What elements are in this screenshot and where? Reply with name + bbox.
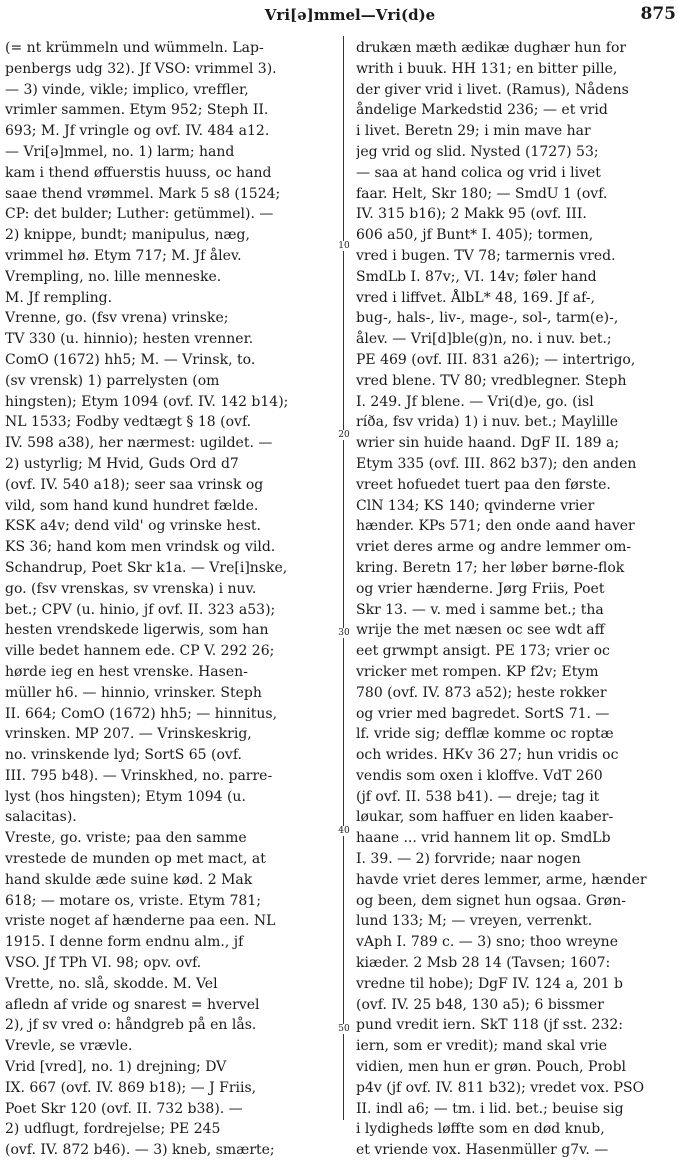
text-line: TV 330 (u. hinnio); hesten vrenner. [5,331,254,348]
text-line: go. (fsv vrenskas, sv vrenska) i nuv. [5,580,257,597]
text-line: — 3) vinde, vikle; implico, vreffler, [5,81,249,98]
text-line: IV. 598 a38), her nærmest: ugildet. — [5,435,273,452]
line-number: 50 [335,1024,353,1034]
text-line: vred i bugen. TV 78; tarmernis vred. [356,247,616,264]
text-line: 618; — motare os, vriste. Etym 781; [5,892,261,909]
text-line: Schandrup, Poet Skr k1a. — Vre[i]nske, [5,559,288,576]
text-line: PE 469 (ovf. III. 831 a26); — intertrigo, [356,351,636,368]
text-line: vAph I. 789 c. — 3) sno; thoo wreyne [356,934,618,951]
text-line: M. Jf rempling. [5,289,113,306]
text-line: et vriende vox. Hasenmüller g7v. — [356,1142,609,1159]
text-line: wrije the met næsen oc see wdt aff [356,622,605,639]
text-line: II. 664; ComO (1672) hh5; — hinnitus, [5,705,278,722]
text-line: afledn af vride og snarest = hvervel [5,996,260,1013]
text-line: 2) ustyrlig; M Hvid, Guds Ord d7 [5,455,239,472]
text-line: saae thend vrømmel. Mark 5 s8 (1524; [5,185,281,202]
text-line: jeg vrid og slid. Nysted (1727) 53; [356,143,599,160]
text-line: vrestede de munden op met mact, at [5,851,266,868]
text-line: p4v (jf ovf. IV. 811 b32); vredet vox. PSO [356,1079,645,1096]
text-line: ålev. — Vri[d]ble(g)n, no. i nuv. bet.; [356,331,612,348]
text-line: 2), jf sv vred o: håndgreb på en lås. [5,1017,257,1034]
text-line: vred blene. TV 80; vredblegner. Steph [356,372,627,389]
text-line: III. 795 b48). — Vrinskhed, no. parre- [5,767,273,784]
text-line: Vreste, go. vriste; paa den samme [5,830,247,847]
text-line: hingsten); Etym 1094 (ovf. IV. 142 b14); [5,393,289,410]
text-line: (ovf. IV. 540 a18); seer saa vrinsk og [5,476,264,493]
text-line: (ovf. IV. 25 b48, 130 a5); 6 bissmer [356,996,604,1013]
line-number: 40 [335,826,353,836]
text-line: lund 133; M; — vreyen, verrenkt. [356,913,593,930]
text-line: no. vrinskende lyd; SortS 65 (ovf. [5,747,242,764]
text-line: 2) udflugt, fordrejelse; PE 245 [5,1121,221,1138]
text-line: II. indl a6; — tm. i lid. bet.; beuise sig [356,1100,624,1117]
text-line: lyst (hos hingsten); Etym 1094 (u. [5,788,246,805]
text-line: og been, dem signet hun ogsaa. Grøn- [356,892,626,909]
text-line: (= nt krümmeln und wümmeln. Lap- [5,40,264,56]
text-line: faar. Helt, Skr 180; — SmdU 1 (ovf. [356,185,608,202]
text-line: havde vriet deres lemmer, arme, hænder [356,871,647,888]
text-line: vriet deres arme og andre lemmer om- [356,539,632,556]
text-line: Vrenne, go. (fsv vrena) vrinske; [5,310,229,327]
text-line: iern, som er vredit); mand skal vrie [356,1038,608,1055]
text-line: — saa at hand colica og vrid i livet [356,164,601,181]
text-line: och wrides. HKv 36 27; hun vridis oc [356,747,619,764]
text-line: eet grwmpt ansigt. PE 173; vrier oc [356,643,610,660]
text-line: vredne til hobe); DgF IV. 124 a, 201 b [356,975,623,992]
text-line: hænder. KPs 571; den onde aand haver [356,518,635,535]
text-line: müller h6. — hinnio, vrinsker. Steph [5,684,262,701]
text-line: åndelige Markedstid 236; — et vrid [356,102,608,119]
text-line: hesten vrendskede ligerwis, som han [5,622,269,639]
text-line: løukar, som haffuer en liden kaaber- [356,809,614,826]
text-line: vrinsken. MP 207. — Vrinskeskrig, [5,726,252,743]
text-line: ComO (1672) hh5; M. — Vrinsk, to. [5,351,256,368]
text-line: Poet Skr 120 (ovf. II. 732 b38). — [5,1100,243,1117]
text-line: (sv vrensk) 1) parrelysten (om [5,372,220,389]
line-number: 20 [335,430,353,440]
text-line: Etym 335 (ovf. III. 862 b37); den anden [356,455,637,472]
text-line: vrimmel hø. Etym 717; M. Jf ålev. [5,247,242,264]
text-line: 606 a50, jf Bunt* I. 405); tormen, [356,227,594,244]
page-number: 875 [640,4,676,24]
text-line: salacitas). [5,809,77,826]
text-line: KS 36; hand kom men vrindsk og vild. [5,539,276,556]
text-line: I. 39. — 2) forvride; naar nogen [356,851,581,868]
text-line: Vrette, no. slå, skodde. M. Vel [5,975,218,992]
text-line: der giver vrid i livet. (Ramus), Nådens [356,81,629,98]
text-line: vred i liffvet. ÅlbL* 48, 169. Jf af-, [356,289,595,306]
page-header [0,0,700,30]
text-line: og vrier med bagredet. SortS 71. — [356,705,610,722]
text-line: SmdLb I. 87v;, VI. 14v; føler hand [356,268,597,285]
text-line: ClN 134; KS 140; qvinderne vrier [356,497,595,514]
left-column [5,38,335,1161]
text-line: Vrid [vred], no. 1) drejning; DV [5,1059,227,1076]
text-line: Skr 13. — v. med i samme bet.; tha [356,601,604,618]
text-line: Vrempling, no. lille menneske. [5,268,222,285]
text-line: pund vredit iern. SkT 118 (jf sst. 232: [356,1017,623,1034]
text-line: og vrier hænderne. Jørg Friis, Poet [356,580,605,597]
text-line: vendis som oxen i kloffve. VdT 260 [356,767,603,784]
text-line: 2) knippe, bundt; manipulus, næg, [5,227,250,244]
text-line: i livet. Beretn 29; i min mave har [356,123,591,140]
text-line: i lydigheds løffte som en død knub, [356,1121,605,1138]
text-line: vricker met rompen. KP f2v; Etym [356,663,599,680]
text-line: hørde ieg en hest vrenske. Hasen- [5,663,248,680]
running-head: Vri[ə]mmel—Vri(d)e [264,6,436,24]
column-divider [343,36,344,1120]
text-line: vriste noget af hænderne paa een. NL [5,913,276,930]
text-line: kring. Beretn 17; her løber børne-flok [356,559,625,576]
text-line: haane ... vrid hannem lit op. SmdLb [356,830,611,847]
text-line: ríða, fsv vrida) 1) i nuv. bet.; Maylille [356,414,619,431]
text-line: ville bedet hannem ede. CP V. 292 26; [5,643,275,660]
text-line: lf. vride sig; defflæ komme oc roptæ [356,726,614,743]
text-line: writh i buuk. HH 131; en bitter pille, [356,60,618,77]
text-line: vreet hofuedet tuert paa den første. [356,476,611,493]
text-line: I. 249. Jf blene. — Vri(d)e, go. (isl [356,393,594,410]
text-line: penbergs udg 32). Jf VSO: vrimmel 3). [5,60,277,77]
text-line: bug-, hals-, liv-, mage-, sol-, tarm(e)-, [356,310,619,327]
text-line: 1915. I denne form endnu alm., jf [5,934,244,951]
text-line: — Vri[ə]mmel, no. 1) larm; hand [5,143,235,160]
text-line: IX. 667 (ovf. IV. 869 b18); — J Friis, [5,1079,257,1096]
text-line: kiæder. 2 Msb 28 14 (Tavsen; 1607: [356,955,611,972]
text-line: 780 (ovf. IV. 873 a52); heste rokker [356,684,607,701]
text-line: NL 1533; Fodby vedtægt § 18 (ovf. [5,414,252,431]
text-line: CP: det bulder; Luther: getümmel). — [5,206,274,223]
text-line: wrier sin huide haand. DgF II. 189 a; [356,435,620,452]
text-line: Vrevle, se vrævle. [5,1038,133,1055]
text-line: KSK a4v; dend vild' og vrinske hest. [5,518,261,535]
text-line: (jf ovf. II. 538 b41). — dreje; tag it [356,788,600,805]
line-number: 10 [335,241,353,251]
text-line: 693; M. Jf vringle og ovf. IV. 484 a12. [5,123,270,140]
text-line: (ovf. IV. 872 b46). — 3) kneb, smærte; [5,1142,275,1159]
line-number: 30 [335,628,353,638]
text-line: vrimler sammen. Etym 952; Steph II. [5,102,269,119]
text-line: drukæn mæth ædikæ dughær hun for [356,40,627,56]
text-line: vild, som hand kund hundret fælde. [5,497,259,514]
text-line: kam i thend øffuerstis huuss, oc hand [5,164,272,181]
text-line: VSO. Jf TPh VI. 98; opv. ovf. [5,955,202,972]
right-column [356,38,686,1161]
text-line: hand skulde æde suine kød. 2 Mak [5,871,253,888]
text-line: bet.; CPV (u. hinio, jf ovf. II. 323 a53); [5,601,276,618]
text-line: vidien, men hun er grøn. Pouch, Probl [356,1059,627,1076]
text-line: IV. 315 b16); 2 Makk 95 (ovf. III. [356,206,587,223]
